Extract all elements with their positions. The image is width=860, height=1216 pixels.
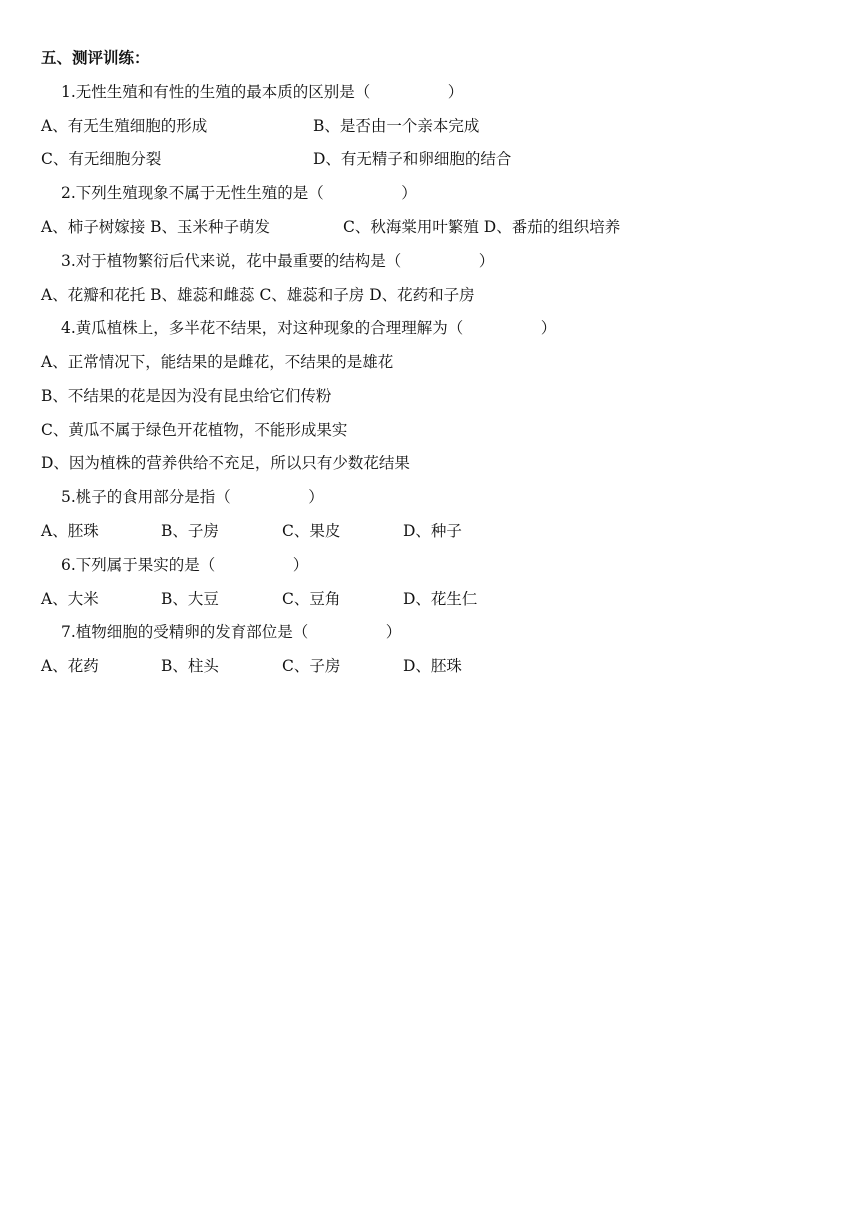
question-3-stem: 3.对于植物繁衍后代来说，花中最重要的结构是（ ）	[61, 252, 495, 270]
question-4-option-a: A、正常情况下，能结果的是雌花，不结果的是雄花	[41, 353, 394, 371]
question-5-option-a: A、胚珠	[41, 522, 99, 540]
question-6-option-a: A、大米	[41, 590, 99, 608]
question-7-stem: 7.植物细胞的受精卵的发育部位是（ ）	[61, 623, 402, 641]
question-7-option-c: C、子房	[282, 657, 341, 675]
question-7-option-d: D、胚珠	[403, 657, 462, 675]
question-7-option-b: B、柱头	[161, 657, 219, 675]
question-6-option-c: C、豆角	[282, 590, 341, 608]
question-5-option-c: C、果皮	[282, 522, 341, 540]
question-1-option-c: C、有无细胞分裂	[41, 150, 162, 168]
question-5-option-d: D、种子	[403, 522, 462, 540]
question-1-option-a: A、有无生殖细胞的形成	[41, 117, 208, 135]
question-6-option-b: B、大豆	[161, 590, 219, 608]
section-title: 五、测评训练：	[41, 49, 150, 67]
question-1-option-d: D、有无精子和卵细胞的结合	[313, 150, 512, 168]
question-2-options-ab: A、柿子树嫁接 B、玉米种子萌发	[41, 218, 271, 236]
question-6-option-d: D、花生仁	[403, 590, 478, 608]
question-4-option-d: D、因为植株的营养供给不充足，所以只有少数花结果	[41, 454, 410, 472]
question-2-stem: 2.下列生殖现象不属于无性生殖的是（ ）	[61, 184, 417, 202]
question-1-stem: 1.无性生殖和有性的生殖的最本质的区别是（ ）	[61, 83, 464, 101]
question-5-stem: 5.桃子的食用部分是指（ ）	[61, 488, 324, 506]
question-5-option-b: B、子房	[161, 522, 219, 540]
question-4-stem: 4.黄瓜植株上，多半花不结果，对这种现象的合理理解为（ ）	[61, 319, 557, 337]
question-1-option-b: B、是否由一个亲本完成	[313, 117, 480, 135]
question-4-option-b: B、不结果的花是因为没有昆虫给它们传粉	[41, 387, 332, 405]
question-3-options: A、花瓣和花托 B、雄蕊和雌蕊 C、雄蕊和子房 D、花药和子房	[41, 286, 475, 304]
question-7-option-a: A、花药	[41, 657, 99, 675]
question-4-option-c: C、黄瓜不属于绿色开花植物，不能形成果实	[41, 421, 348, 439]
question-6-stem: 6.下列属于果实的是（ ）	[61, 556, 309, 574]
question-2-options-cd: C、秋海棠用叶繁殖 D、番茄的组织培养	[343, 218, 621, 236]
